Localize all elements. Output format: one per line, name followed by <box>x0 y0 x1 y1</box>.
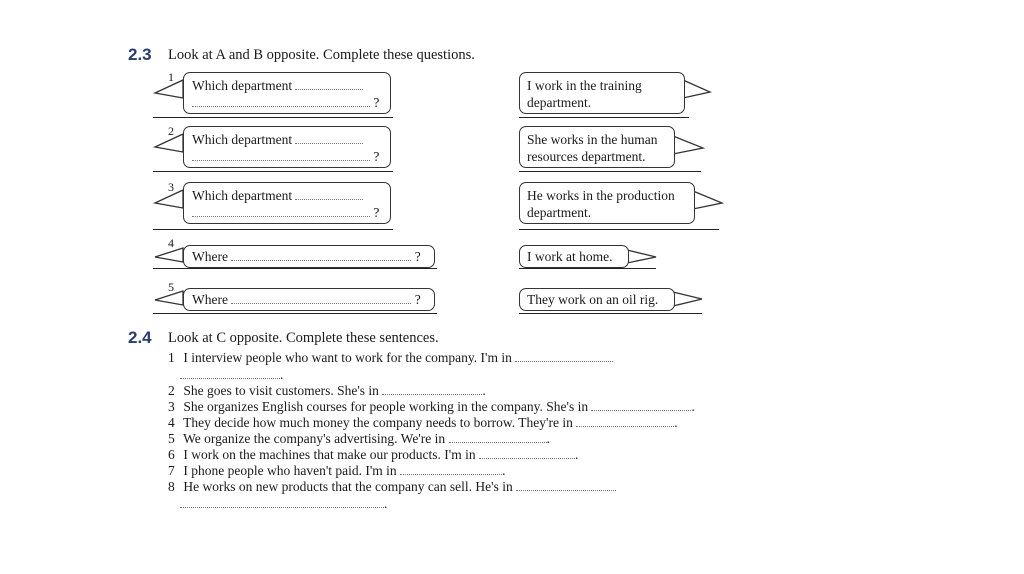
period: . <box>384 496 388 511</box>
sentence-text: We organize the company's advertising. We're in <box>183 431 446 446</box>
answer-text: department. <box>527 205 592 220</box>
underline-rule <box>153 171 393 172</box>
question-text: Which department <box>192 78 293 93</box>
period: . <box>482 383 486 398</box>
answer-text: They work on an oil rig. <box>527 292 659 307</box>
sentence-line <box>168 463 505 479</box>
sentence-line <box>168 383 486 399</box>
question-text: Where <box>192 292 228 307</box>
sentence-line <box>168 479 616 495</box>
sentence-continuation <box>180 367 283 383</box>
exercise-number: 2.4 <box>128 328 152 347</box>
answer-text: He works in the production <box>527 188 675 203</box>
answer-blank[interactable] <box>449 431 547 443</box>
sentence-text: She organizes English courses for people working in the company. She's in <box>183 399 589 414</box>
question-bubble <box>183 72 391 114</box>
sentence-number: 8 <box>168 479 175 494</box>
underline-rule <box>519 313 702 314</box>
question-number: 4 <box>168 236 174 250</box>
question-bubble <box>183 182 391 224</box>
answer-text: department. <box>527 95 592 110</box>
answer-blank[interactable] <box>400 463 502 475</box>
answer-bubble <box>519 72 685 114</box>
sentence-text: I work on the machines that make our products. I'm in <box>183 447 476 462</box>
question-bubble <box>183 126 391 168</box>
answer-blank[interactable] <box>295 132 363 144</box>
underline-rule <box>519 229 719 230</box>
sentence-line <box>168 350 613 366</box>
question-mark: ? <box>373 149 380 164</box>
answer-blank[interactable] <box>515 350 613 362</box>
sentence-continuation <box>180 496 387 512</box>
answer-text: I work in the training <box>527 78 642 93</box>
sentence-line <box>168 399 695 415</box>
underline-rule <box>519 268 656 269</box>
underline-rule <box>519 171 701 172</box>
question-bubble <box>183 245 435 268</box>
answer-blank[interactable] <box>180 496 384 508</box>
question-number: 2 <box>168 124 174 138</box>
question-mark: ? <box>414 292 421 307</box>
period: . <box>574 447 579 462</box>
answer-blank[interactable] <box>192 95 370 107</box>
period: . <box>280 367 284 382</box>
sentence-number: 5 <box>168 431 175 446</box>
answer-blank[interactable] <box>295 78 363 90</box>
answer-blank[interactable] <box>516 479 616 491</box>
sentence-line <box>168 431 550 447</box>
question-bubble <box>183 288 435 311</box>
sentence-text: He works on new products that the company can sell. He's in <box>183 479 513 494</box>
sentence-number: 3 <box>168 399 175 414</box>
question-mark: ? <box>414 249 421 264</box>
answer-blank[interactable] <box>231 249 411 261</box>
sentence-number: 1 <box>168 350 175 365</box>
answer-text: She works in the human <box>527 132 658 147</box>
underline-rule <box>519 117 689 118</box>
sentence-number: 6 <box>168 447 175 462</box>
sentence-text: They decide how much money the company needs to borrow. They're in <box>183 415 573 430</box>
question-mark: ? <box>373 205 380 220</box>
period: . <box>674 415 678 430</box>
question-mark: ? <box>373 95 380 110</box>
question-number: 1 <box>168 70 174 84</box>
sentence-line <box>168 447 578 463</box>
answer-bubble <box>519 126 675 168</box>
answer-bubble <box>519 288 675 311</box>
exercise-instruction: Look at A and B opposite. Complete these questions. <box>168 47 475 63</box>
answer-blank[interactable] <box>591 399 691 411</box>
period: . <box>546 431 550 446</box>
sentence-number: 7 <box>168 463 175 478</box>
underline-rule <box>153 268 437 269</box>
answer-blank[interactable] <box>192 205 370 217</box>
answer-bubble <box>519 245 629 268</box>
underline-rule <box>153 229 393 230</box>
answer-blank[interactable] <box>192 149 370 161</box>
sentence-text: I phone people who haven't paid. I'm in <box>183 463 397 478</box>
answer-blank[interactable] <box>382 383 482 395</box>
answer-blank[interactable] <box>180 367 280 379</box>
question-text: Which department <box>192 188 293 203</box>
answer-text: resources department. <box>527 149 646 164</box>
period: . <box>691 399 695 414</box>
sentence-number: 4 <box>168 415 175 430</box>
sentence-line <box>168 415 678 431</box>
exercise-number: 2.3 <box>128 45 152 64</box>
question-number: 3 <box>168 180 174 194</box>
underline-rule <box>153 313 437 314</box>
answer-blank[interactable] <box>231 292 411 304</box>
sentence-text: She goes to visit customers. She's in <box>183 383 379 398</box>
question-text: Which department <box>192 132 293 147</box>
answer-blank[interactable] <box>479 447 575 459</box>
period: . <box>502 463 506 478</box>
underline-rule <box>153 117 393 118</box>
sentence-number: 2 <box>168 383 175 398</box>
exercise-instruction: Look at C opposite. Complete these sentences. <box>168 330 439 346</box>
sentence-text: I interview people who want to work for the company. I'm in <box>183 350 512 365</box>
question-text: Where <box>192 249 228 264</box>
answer-blank[interactable] <box>295 188 363 200</box>
answer-blank[interactable] <box>576 415 674 427</box>
answer-text: I work at home. <box>527 249 613 264</box>
question-number: 5 <box>168 280 174 294</box>
answer-bubble <box>519 182 695 224</box>
